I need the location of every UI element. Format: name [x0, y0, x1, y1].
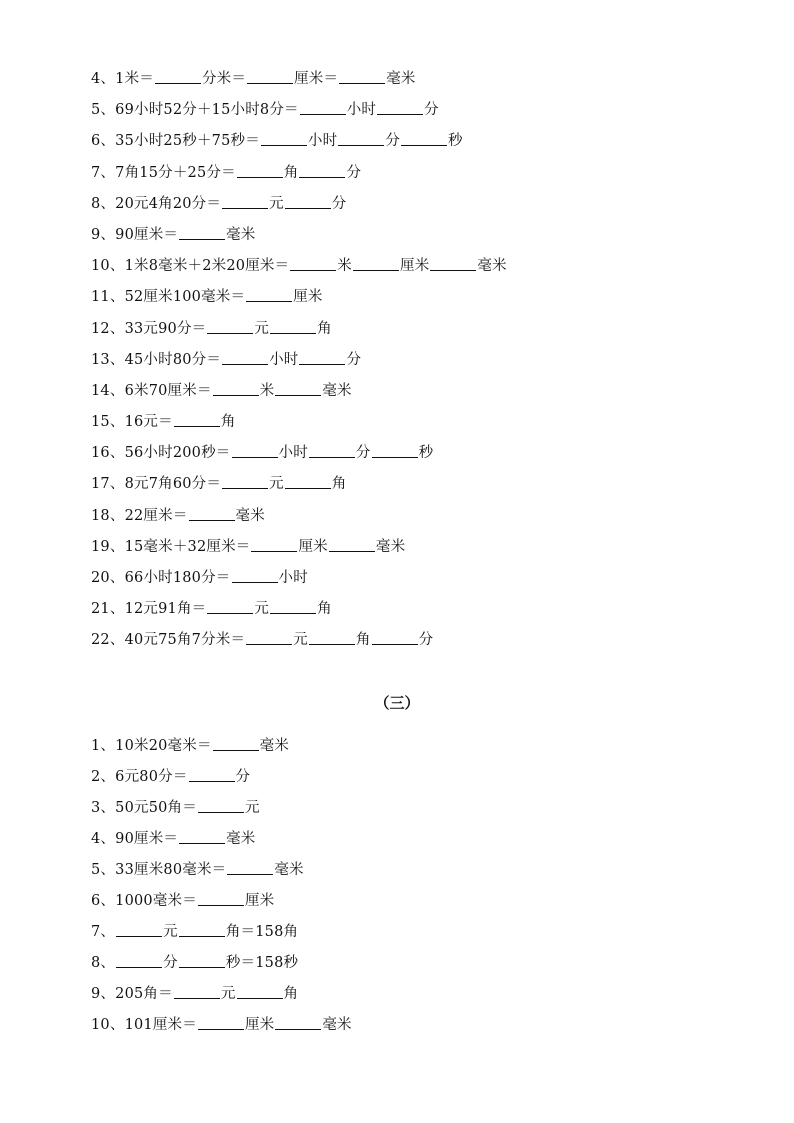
answer-blank[interactable] — [179, 225, 225, 240]
exercise-text: 分 — [385, 133, 401, 150]
exercise-item — [91, 824, 731, 855]
answer-blank[interactable] — [353, 256, 399, 271]
exercise-item — [91, 948, 731, 979]
answer-blank[interactable] — [237, 984, 283, 999]
exercise-item — [91, 917, 731, 948]
exercise-text: 分 — [418, 632, 434, 649]
answer-blank[interactable] — [222, 350, 268, 365]
exercise-text: 秒 — [418, 445, 434, 462]
exercise-number: 2、 — [91, 769, 116, 785]
exercise-text: 毫米 — [386, 71, 416, 87]
answer-blank[interactable] — [247, 69, 293, 84]
answer-blank[interactable] — [213, 736, 259, 751]
exercise-text: 205角＝ — [115, 986, 173, 1002]
answer-blank[interactable] — [198, 1015, 244, 1030]
exercise-text: 分 — [355, 445, 371, 462]
exercise-number: 8、 — [91, 955, 116, 971]
exercise-text: 元 — [254, 320, 270, 337]
answer-blank[interactable] — [116, 922, 162, 937]
answer-blank[interactable] — [275, 381, 321, 396]
exercise-number: 19、 — [91, 538, 125, 555]
exercise-item — [91, 469, 731, 500]
exercise-text: 元 — [269, 476, 284, 493]
exercise-text: 角 — [220, 414, 236, 431]
exercise-text: 16元＝ — [124, 414, 173, 431]
exercise-text: 元 — [293, 632, 308, 649]
exercise-item — [91, 158, 731, 189]
exercise-item — [91, 532, 731, 563]
exercise-item — [91, 376, 731, 407]
exercise-item — [91, 126, 731, 157]
exercise-text: 35小时25秒＋75秒＝ — [115, 133, 260, 150]
exercise-text: 毫米 — [477, 258, 507, 275]
exercise-text: 毫米 — [322, 382, 352, 399]
answer-blank[interactable] — [198, 798, 244, 813]
answer-blank[interactable] — [261, 131, 307, 146]
exercise-list-section-3 — [91, 731, 731, 1041]
answer-blank[interactable] — [275, 1015, 321, 1030]
exercise-number: 9、 — [91, 986, 116, 1002]
answer-blank[interactable] — [299, 163, 345, 178]
exercise-item — [91, 438, 731, 469]
exercise-text: 厘米 — [244, 893, 275, 909]
answer-blank[interactable] — [116, 953, 162, 968]
exercise-text: 厘米 — [293, 289, 323, 306]
exercise-item — [91, 762, 731, 793]
exercise-number: 8、 — [91, 195, 116, 212]
answer-blank[interactable] — [207, 599, 253, 614]
exercise-item — [91, 95, 731, 126]
exercise-text: 分 — [235, 769, 251, 785]
answer-blank[interactable] — [174, 984, 220, 999]
answer-blank[interactable] — [270, 319, 316, 334]
exercise-number: 21、 — [91, 601, 125, 618]
answer-blank[interactable] — [232, 568, 278, 583]
exercise-item — [91, 563, 731, 594]
section-title: （三） — [374, 694, 420, 712]
answer-blank[interactable] — [237, 163, 283, 178]
answer-blank[interactable] — [227, 860, 273, 875]
exercise-number: 22、 — [91, 632, 125, 649]
exercise-text: 角 — [317, 320, 332, 337]
exercise-number: 1、 — [91, 738, 116, 754]
exercise-number: 15、 — [91, 414, 125, 431]
exercise-text: 1米8毫米＋2米20厘米＝ — [124, 258, 290, 275]
exercise-text: 厘米 — [400, 258, 430, 275]
answer-blank[interactable] — [213, 381, 259, 396]
exercise-number: 5、 — [91, 102, 116, 119]
answer-blank[interactable] — [309, 443, 355, 458]
exercise-text: 15毫米＋32厘米＝ — [124, 538, 251, 555]
answer-blank[interactable] — [179, 922, 225, 937]
exercise-item — [91, 189, 731, 220]
exercise-text: 元 — [254, 601, 270, 618]
exercise-number: 11、 — [91, 289, 125, 306]
answer-blank[interactable] — [222, 474, 268, 489]
exercise-number: 5、 — [91, 862, 116, 878]
answer-blank[interactable] — [309, 630, 355, 645]
exercise-text: 1米＝ — [115, 71, 154, 87]
exercise-item — [91, 793, 731, 824]
exercise-text: 33元90分＝ — [124, 320, 207, 337]
exercise-text: 厘米＝ — [294, 71, 339, 87]
exercise-text: 90厘米＝ — [115, 831, 179, 847]
answer-blank[interactable] — [430, 256, 476, 271]
exercise-item — [91, 282, 731, 313]
exercise-number: 12、 — [91, 320, 125, 337]
exercise-text: 12元91角＝ — [124, 601, 207, 618]
exercise-text: 40元75角7分米＝ — [124, 632, 246, 649]
exercise-text: 20元4角20分＝ — [115, 195, 222, 212]
exercise-number: 18、 — [91, 507, 125, 524]
exercise-text: 10米20毫米＝ — [115, 738, 212, 754]
answer-blank[interactable] — [270, 599, 316, 614]
exercise-list-continued — [91, 64, 731, 657]
exercise-number: 20、 — [91, 570, 125, 586]
exercise-text: 90厘米＝ — [115, 226, 179, 243]
exercise-item — [91, 501, 731, 532]
exercise-number: 7、 — [91, 164, 116, 181]
exercise-text: 小时 — [346, 102, 377, 119]
exercise-text: 1000毫米＝ — [115, 893, 197, 909]
exercise-text: 毫米 — [259, 738, 290, 754]
exercise-item — [91, 64, 731, 95]
exercise-item — [91, 314, 731, 345]
exercise-number: 4、 — [91, 71, 116, 87]
answer-blank[interactable] — [299, 350, 345, 365]
exercise-text: 元 — [244, 800, 260, 816]
exercise-text: 米 — [337, 258, 352, 275]
exercise-text: 66小时180分＝ — [124, 570, 231, 586]
exercise-text: 小时 — [307, 133, 338, 150]
exercise-text: 分 — [346, 351, 362, 368]
exercise-item — [91, 625, 731, 656]
exercise-item — [91, 594, 731, 625]
answer-blank[interactable] — [189, 506, 235, 521]
exercise-text: 33厘米80毫米＝ — [115, 862, 227, 878]
answer-blank[interactable] — [174, 412, 220, 427]
exercise-text: 元 — [220, 986, 236, 1002]
answer-blank[interactable] — [338, 131, 384, 146]
answer-blank[interactable] — [329, 537, 375, 552]
exercise-text: 分米＝ — [201, 71, 247, 87]
answer-blank[interactable] — [300, 100, 346, 115]
exercise-text: 毫米 — [274, 862, 304, 878]
exercise-text: 米 — [259, 382, 275, 399]
exercise-text: 7角15分＋25分＝ — [115, 164, 236, 181]
exercise-item — [91, 731, 731, 762]
answer-blank[interactable] — [207, 319, 253, 334]
exercise-text: 角 — [283, 164, 299, 181]
exercise-text: 分 — [346, 164, 362, 181]
exercise-text: 52厘米100毫米＝ — [124, 289, 246, 306]
answer-blank[interactable] — [222, 194, 268, 209]
exercise-number: 3、 — [91, 800, 116, 816]
exercise-text: 角 — [355, 632, 371, 649]
answer-blank[interactable] — [401, 131, 447, 146]
answer-blank[interactable] — [251, 537, 297, 552]
exercise-item — [91, 886, 731, 917]
exercise-text: 角 — [283, 986, 299, 1002]
exercise-item — [91, 1010, 731, 1041]
exercise-text: 秒 — [448, 133, 463, 150]
exercise-text: 分 — [424, 102, 439, 119]
exercise-number: 9、 — [91, 226, 116, 243]
answer-blank[interactable] — [155, 69, 201, 84]
answer-blank[interactable] — [339, 69, 385, 84]
exercise-text: 45小时80分＝ — [124, 351, 222, 368]
exercise-text: 厘米 — [298, 538, 328, 555]
exercise-item — [91, 979, 731, 1010]
answer-blank[interactable] — [198, 891, 244, 906]
exercise-number: 17、 — [91, 476, 125, 493]
answer-blank[interactable] — [377, 100, 423, 115]
exercise-text: 56小时200秒＝ — [124, 445, 231, 462]
exercise-text: 毫米 — [322, 1017, 352, 1033]
exercise-text: 小时 — [269, 351, 299, 368]
exercise-number: 16、 — [91, 445, 125, 462]
exercise-text: 101厘米＝ — [124, 1017, 197, 1033]
exercise-text: 69小时52分＋15小时8分＝ — [115, 102, 299, 119]
exercise-text: 22厘米＝ — [124, 507, 188, 524]
exercise-text: 分 — [331, 195, 347, 212]
answer-blank[interactable] — [372, 443, 418, 458]
exercise-text: 6米70厘米＝ — [124, 382, 212, 399]
answer-blank[interactable] — [285, 474, 331, 489]
exercise-number: 6、 — [91, 133, 116, 150]
exercise-text: 小时 — [278, 445, 308, 462]
answer-blank[interactable] — [246, 630, 292, 645]
exercise-text: 毫米 — [235, 507, 265, 524]
answer-blank[interactable] — [285, 194, 331, 209]
exercise-item — [91, 220, 731, 251]
exercise-number: 14、 — [91, 382, 125, 399]
answer-blank[interactable] — [179, 953, 225, 968]
exercise-number: 6、 — [91, 893, 116, 909]
exercise-item — [91, 407, 731, 438]
answer-blank[interactable] — [246, 287, 292, 302]
exercise-text: 8元7角60分＝ — [124, 476, 222, 493]
exercise-number: 13、 — [91, 351, 125, 368]
exercise-number: 7、 — [91, 924, 116, 940]
exercise-text: 角 — [317, 601, 332, 618]
exercise-text: 50元50角＝ — [115, 800, 197, 816]
answer-blank[interactable] — [189, 767, 235, 782]
exercise-text: 元 — [163, 924, 178, 940]
exercise-text: 角＝158角 — [225, 924, 299, 940]
exercise-item — [91, 855, 731, 886]
exercise-number: 10、 — [91, 1017, 125, 1033]
exercise-text: 小时 — [278, 570, 308, 586]
exercise-text: 毫米 — [375, 538, 406, 555]
exercise-text: 角 — [331, 476, 347, 493]
exercise-item — [91, 251, 731, 282]
exercise-text: 毫米 — [226, 226, 256, 243]
exercise-item — [91, 345, 731, 376]
exercise-text: 秒＝158秒 — [225, 955, 299, 971]
exercise-number: 4、 — [91, 831, 116, 847]
exercise-text: 厘米 — [244, 1017, 275, 1033]
answer-blank[interactable] — [179, 829, 225, 844]
exercise-text: 元 — [269, 195, 284, 212]
answer-blank[interactable] — [372, 630, 418, 645]
exercise-text: 6元80分＝ — [115, 769, 188, 785]
exercise-text: 毫米 — [226, 831, 256, 847]
exercise-text: 分 — [163, 955, 178, 971]
answer-blank[interactable] — [232, 443, 278, 458]
exercise-number: 10、 — [91, 258, 125, 275]
answer-blank[interactable] — [290, 256, 336, 271]
